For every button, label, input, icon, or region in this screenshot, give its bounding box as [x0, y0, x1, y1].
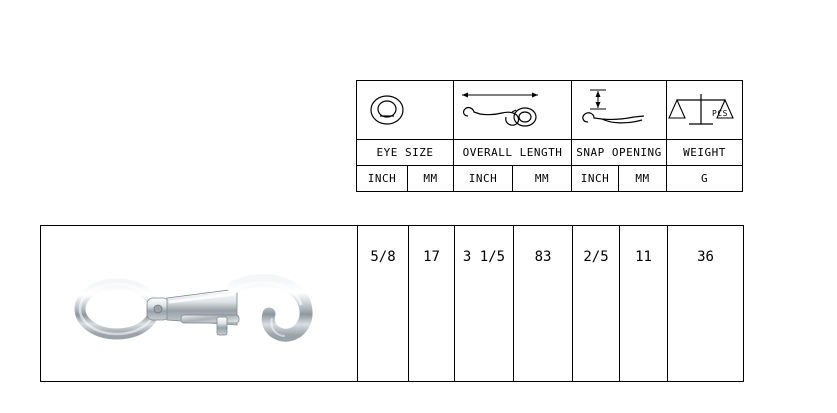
- specification-table: [356, 80, 743, 192]
- swivel-eye-bolt-snap-hook-photo: [41, 227, 357, 380]
- value-text: 83: [534, 248, 552, 265]
- value-text: 3 1/5: [462, 248, 506, 265]
- value-overall-length-inch: [455, 226, 514, 382]
- overall-length-icon-cell: [454, 81, 572, 140]
- snap-opening-icon-cell: [572, 81, 667, 140]
- value-snap-opening-inch: [573, 226, 620, 382]
- value-snap-opening-mm: [620, 226, 668, 382]
- eye-size-icon-cell: [357, 81, 454, 140]
- table-row: [41, 226, 744, 382]
- product-data-row: [40, 225, 744, 382]
- overall-length-icon: [454, 86, 571, 134]
- weight-unit-g: G: [667, 166, 743, 192]
- snap-opening-icon: [572, 86, 666, 134]
- weight-label: WEIGHT: [667, 140, 743, 166]
- value-weight-g: [668, 226, 744, 382]
- spec-unit-row: [357, 166, 743, 192]
- overall-length-unit-mm: MM: [513, 166, 572, 192]
- eye-size-unit-mm: MM: [408, 166, 454, 192]
- spec-icon-row: [357, 81, 743, 140]
- weight-scale-icon: [667, 86, 742, 134]
- value-eye-size-mm: [409, 226, 455, 382]
- eye-size-unit-inch: INCH: [357, 166, 408, 192]
- eye-size-icon: [357, 86, 453, 134]
- snap-opening-label: SNAP OPENING: [572, 140, 667, 166]
- overall-length-label: OVERALL LENGTH: [454, 140, 572, 166]
- overall-length-unit-inch: INCH: [454, 166, 513, 192]
- value-text: 11: [635, 248, 652, 265]
- spec-name-row: [357, 140, 743, 166]
- value-overall-length-mm: [514, 226, 573, 382]
- value-text: 17: [423, 248, 440, 265]
- weight-icon-cell: [667, 81, 743, 140]
- value-text: 2/5: [583, 248, 609, 265]
- snap-opening-unit-mm: MM: [619, 166, 667, 192]
- value-text: 36: [697, 248, 714, 265]
- snap-opening-unit-inch: INCH: [572, 166, 619, 192]
- product-photo-cell: [41, 226, 358, 382]
- value-text: 5/8: [370, 248, 396, 265]
- weight-pcs-label: PCS: [712, 109, 728, 118]
- eye-size-label: EYE SIZE: [357, 140, 454, 166]
- value-eye-size-inch: [358, 226, 409, 382]
